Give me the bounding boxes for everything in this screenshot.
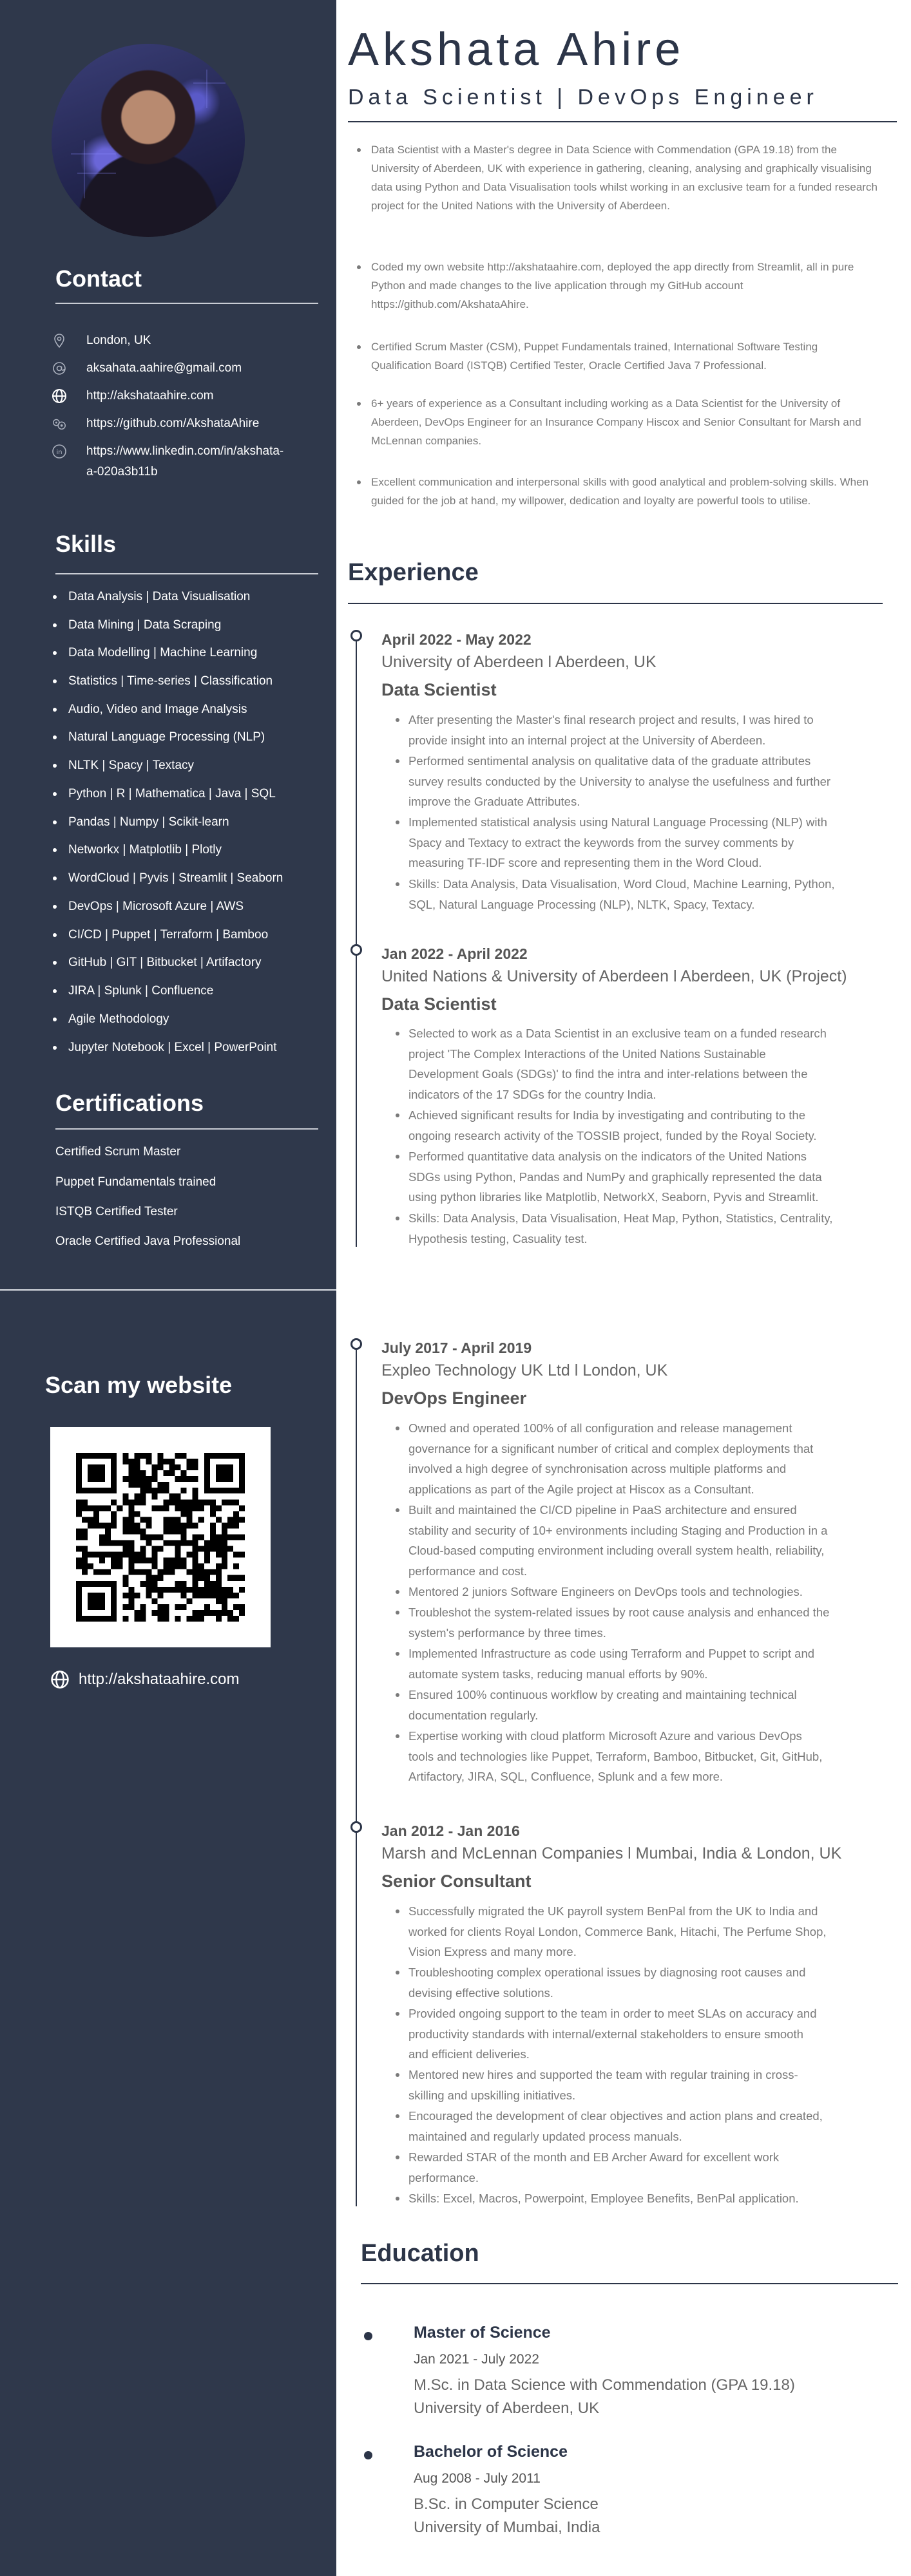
bullet-dot — [396, 820, 399, 824]
job-bullet-text — [408, 1208, 832, 1249]
certification-item: Certified Scrum Master — [55, 1145, 181, 1159]
job-bullet-text — [408, 812, 827, 873]
job-bullet-text — [408, 1500, 827, 1581]
job-bullet-text — [408, 1962, 805, 2003]
job-bullet-line: automate system tasks, reducing manual efforts by 90%. — [408, 1667, 708, 1681]
job-bullet — [396, 2106, 885, 2146]
website-link[interactable]: http://akshataahire.com — [86, 389, 214, 402]
certifications-divider — [55, 1128, 318, 1130]
skill-label: Audio, Video and Image Analysis — [68, 703, 247, 716]
job-bullet-line: governance for a significant number of critical and complex deployments that — [408, 1441, 814, 1455]
candidate-title: Data Scientist | DevOps Engineer — [348, 85, 818, 109]
job-bullet-line: documentation regularly. — [408, 1708, 539, 1722]
education-detail: M.Sc. in Data Science with Commendation (GPA 19.18) — [414, 2376, 795, 2394]
bullet-dot — [53, 933, 57, 937]
bullet-dot — [396, 759, 399, 763]
job-bullet-line: performance. — [408, 2170, 479, 2184]
skill-item — [53, 1012, 169, 1027]
job-bullet-text — [408, 2188, 799, 2209]
bullet-dot — [53, 623, 57, 627]
job-bullet-text — [408, 2106, 823, 2146]
bullet-dot — [396, 1734, 399, 1738]
job-date: Jan 2022 - April 2022 — [381, 945, 528, 962]
summary-text: Data Scientist with a Master's degree in Data Science with Commendation (GPA 19.18) from the University of Aberdeen, UK with experience in gathering, cleaning, analysing and graphically visualising data using Python and Data Visualisation tools whilst working in an exclusive team for a funded research project for the United Nations with the University of Aberdeen. — [371, 144, 877, 212]
candidate-name: Akshata Ahire — [348, 24, 685, 75]
job-bullet-line: Cloud-based computing environment including overall system health, reliability, — [408, 1544, 825, 1557]
bullet-dot — [53, 1046, 57, 1050]
skill-item — [53, 843, 222, 857]
job-bullet-line: survey results conducted by the University to analyse the usefulness and further — [408, 774, 831, 788]
skill-label: GitHub | GIT | Bitbucket | Artifactory — [68, 956, 262, 969]
job-bullet-text — [408, 1643, 814, 1684]
job-bullet-line: Built and maintained the CI/CD pipeline in PaaS architecture and ensured — [408, 1503, 797, 1517]
linkedin-icon — [52, 444, 67, 459]
skill-label: Data Modelling | Machine Learning — [68, 646, 258, 659]
skills-heading: Skills — [55, 531, 117, 557]
job-bullet-text — [408, 2065, 798, 2105]
bullet-dot — [396, 1217, 399, 1220]
bullet-dot — [396, 1032, 399, 1036]
summary-item — [357, 394, 877, 450]
linkedin-text-1[interactable]: https://www.linkedin.com/in/akshata- — [86, 444, 284, 458]
job-bullet — [396, 1105, 885, 1146]
bullet-dot — [53, 792, 57, 796]
bullet-dot — [357, 265, 361, 269]
summary-text: Excellent communication and interpersonal skills with good analytical and problem-solving skills. When guided for the job at hand, my willpower, dedication and loyalty are powerful tools to utilise. — [371, 476, 868, 507]
bullet-dot — [53, 848, 57, 852]
experience-divider — [348, 603, 883, 604]
job-bullet-text — [408, 1418, 813, 1499]
contact-website[interactable] — [52, 388, 214, 406]
summary-item — [357, 140, 877, 215]
job-bullet-text — [408, 1023, 827, 1104]
job-bullet-line: Performed sentimental analysis on qualitative data of the graduate attributes — [408, 754, 811, 768]
bullet-dot — [357, 345, 361, 349]
page-divider — [0, 1289, 336, 1291]
bullet-dot — [396, 1508, 399, 1512]
job-organisation: Expleo Technology UK Ltd l London, UK — [381, 1361, 668, 1379]
education-bullet — [364, 2451, 372, 2459]
job-bullet-line: tools and technologies like Puppet, Terraform, Bamboo, Bitbucket, Git, GitHub, — [408, 1749, 823, 1763]
timeline-node — [350, 944, 362, 956]
skill-label: JIRA | Splunk | Confluence — [68, 984, 214, 998]
contact-heading: Contact — [55, 265, 142, 292]
job-bullet-line: Achieved significant results for India by investigating and contributing to the — [408, 1108, 806, 1122]
contact-location — [52, 333, 151, 351]
job-bullet-line: Selected to work as a Data Scientist in an exclusive team on a funded research — [408, 1027, 827, 1040]
certification-item: ISTQB Certified Tester — [55, 1205, 178, 1218]
skill-label: Python | R | Mathematica | Java | SQL — [68, 787, 276, 800]
job-bullet-text — [408, 1901, 827, 1962]
job-bullet — [396, 1726, 885, 1787]
job-bullet — [396, 1602, 885, 1643]
job-bullet-line: Rewarded STAR of the month and EB Archer Award for excellent work — [408, 2150, 780, 2164]
job-bullet-line: Mentored new hires and supported the team with regular training in cross- — [408, 2068, 798, 2081]
skill-item — [53, 815, 229, 829]
job-date: Jan 2012 - Jan 2016 — [381, 1823, 520, 1839]
skill-label: Data Mining | Data Scraping — [68, 618, 222, 632]
skill-item — [53, 928, 268, 942]
job-bullet-line: measuring TF-IDF score and representing them in the Word Cloud. — [408, 856, 762, 869]
timeline-line-2 — [356, 1350, 357, 2206]
bullet-dot — [357, 402, 361, 406]
job-bullet — [396, 812, 885, 873]
email-icon — [52, 361, 67, 376]
bullet-dot — [53, 651, 57, 655]
bullet-dot — [53, 735, 57, 739]
job-bullet-line: using python libraries like Matplotlib, NetworkX, Seaborn, Pyvis and Streamlit. — [408, 1190, 819, 1204]
job-bullet-line: performance and cost. — [408, 1564, 528, 1578]
job-bullet-line: Ensured 100% continuous workflow by creating and maintaining technical — [408, 1688, 797, 1701]
bullet-dot — [396, 2012, 399, 2016]
bullet-dot — [53, 708, 57, 712]
skill-label: Data Analysis | Data Visualisation — [68, 590, 251, 603]
timeline-node — [350, 630, 362, 641]
job-bullet-text — [408, 1726, 822, 1787]
job-date: April 2022 - May 2022 — [381, 631, 532, 648]
contact-divider — [55, 303, 318, 304]
summary-text: Certified Scrum Master (CSM), Puppet Fundamentals trained, International Software Testing Qualification Board (ISTQB) Certified Tester, Oracle Certified Java 7 Professional. — [371, 341, 818, 372]
job-bullet — [396, 1582, 885, 1602]
bullet-dot — [357, 148, 361, 152]
skill-label: DevOps | Microsoft Azure | AWS — [68, 900, 244, 913]
email-link[interactable]: aksahata.aahire@gmail.com — [86, 361, 242, 375]
globe-icon — [52, 388, 67, 404]
contact-email[interactable] — [52, 361, 242, 379]
job-bullet-line: Skills: Data Analysis, Data Visualisation, Heat Map, Python, Statistics, Centrality, — [408, 1211, 833, 1225]
job-bullet-line: project 'The Complex Interactions of the United Nations Sustainable — [408, 1046, 766, 1061]
job-bullet-line: SQL, Natural Language Processing (NLP), NLTK, Spacy, Textacy. — [408, 897, 755, 911]
skill-item — [53, 590, 250, 604]
job-role: Senior Consultant — [381, 1871, 532, 1891]
job-bullet-line: ongoing research activity of the TOSSIB project, funded by the Royal Society. — [408, 1128, 817, 1142]
job-bullet-line: stability and security of 10+ environments including Staging and Production in a — [408, 1523, 828, 1537]
timeline-node — [350, 1338, 362, 1350]
job-bullet-line: Skills: Excel, Macros, Powerpoint, Employee Benefits, BenPal application. — [408, 2192, 799, 2205]
job-bullet-line: After presenting the Master's final research project and results, I was hired to — [408, 713, 814, 726]
skill-label: Networkx | Matplotlib | Plotly — [68, 843, 222, 857]
skill-label: Pandas | Numpy | Scikit-learn — [68, 815, 229, 829]
job-bullet-line: and efficient deliveries. — [408, 2047, 530, 2061]
skill-label: CI/CD | Puppet | Terraform | Bamboo — [68, 928, 269, 942]
education-degree: Bachelor of Science — [414, 2443, 568, 2461]
qr-code-image — [76, 1453, 245, 1622]
job-bullet-text — [408, 751, 830, 812]
job-bullet — [396, 874, 885, 914]
bullet-dot — [396, 1155, 399, 1159]
bullet-dot — [396, 1426, 399, 1430]
summary-item — [357, 337, 877, 375]
skill-label: Agile Methodology — [68, 1012, 169, 1026]
job-bullet-text — [408, 2003, 817, 2065]
skill-item — [53, 703, 247, 717]
skill-item — [53, 871, 283, 886]
job-bullet-line: Successfully migrated the UK payroll system BenPal from the UK to India and — [408, 1904, 818, 1918]
job-bullet-line: skilling and upskilling initiatives. — [408, 2088, 576, 2102]
skill-item — [53, 618, 221, 632]
scan-website[interactable] — [50, 1670, 239, 1689]
education-heading: Education — [361, 2240, 479, 2267]
globe-icon — [50, 1670, 70, 1689]
job-bullet — [396, 710, 885, 750]
bullet-dot — [53, 820, 57, 824]
job-bullet-line: improve the Graduate Attributes. — [408, 795, 580, 808]
job-bullet-text — [408, 874, 835, 914]
job-bullet — [396, 1643, 885, 1684]
job-bullet-line: Artifactory, JIRA, SQL, Confluence, Splunk and a few more. — [408, 1770, 724, 1783]
skill-label: WordCloud | Pyvis | Streamlit | Seaborn — [68, 871, 283, 885]
contact-linkedin[interactable] — [52, 444, 283, 482]
job-bullet-line: Implemented Infrastructure as code using Terraform and Puppet to script and — [408, 1647, 815, 1660]
bullet-dot — [396, 1590, 399, 1594]
job-bullet-line: Owned and operated 100% of all configuration and release management — [408, 1421, 792, 1435]
education-date: Aug 2008 - July 2011 — [414, 2471, 541, 2486]
job-bullet-text — [408, 2147, 779, 2188]
job-bullet-line: Provided ongoing support to the team in order to meet SLAs on accuracy and — [408, 2007, 817, 2020]
location-text: London, UK — [86, 334, 151, 347]
bullet-dot — [53, 905, 57, 909]
job-bullet-line: Troubleshooting complex operational issues by diagnosing root causes and — [408, 1965, 806, 1979]
bullet-dot — [53, 764, 57, 768]
bullet-dot — [396, 1611, 399, 1615]
job-bullet — [396, 1962, 885, 2003]
job-bullet — [396, 1023, 885, 1104]
scan-heading: Scan my website — [45, 1372, 233, 1398]
skill-item — [53, 759, 194, 773]
job-bullet-line: devising effective solutions. — [408, 1985, 553, 2000]
scan-website-link[interactable]: http://akshataahire.com — [79, 1671, 240, 1688]
education-detail: B.Sc. in Computer Science — [414, 2496, 599, 2513]
job-bullet-line: indicators of the 17 SDGs for the country India. — [408, 1087, 657, 1101]
title-divider — [348, 121, 897, 122]
certification-item: Oracle Certified Java Professional — [55, 1235, 241, 1248]
bullet-dot — [396, 882, 399, 886]
bullet-dot — [396, 2073, 399, 2077]
skill-item — [53, 1041, 277, 1055]
skill-item — [53, 730, 265, 744]
skill-item — [53, 646, 257, 660]
svg-text:in: in — [56, 449, 62, 456]
job-bullet-line: Performed quantitative data analysis on the indicators of the United Nations — [408, 1150, 807, 1163]
bullet-dot — [396, 1693, 399, 1697]
bullet-dot — [53, 1018, 57, 1021]
skill-label: Statistics | Time-series | Classification — [68, 674, 273, 688]
bullet-dot — [357, 480, 361, 484]
summary-text: 6+ years of experience as a Consultant including working as a Data Scientist for the University of Aberdeen, DevOps Engineer for an Insurance Company Hiscox and Senior Consultant for Marsh and McLennan companies. — [371, 397, 861, 447]
job-role: DevOps Engineer — [381, 1388, 527, 1408]
job-bullet — [396, 1500, 885, 1581]
education-degree: Master of Science — [414, 2324, 551, 2342]
sidebar — [0, 0, 336, 2576]
job-bullet-text — [408, 1582, 803, 1602]
job-bullet-text — [408, 1602, 829, 1643]
bullet-dot — [53, 595, 57, 599]
certification-item: Puppet Fundamentals trained — [55, 1175, 216, 1189]
education-bullet — [364, 2332, 372, 2340]
job-bullet-line: Troubleshot the system-related issues by root cause analysis and enhanced the — [408, 1605, 830, 1619]
job-bullet-line: Mentored 2 juniors Software Engineers on DevOps tools and technologies. — [408, 1585, 803, 1598]
job-organisation: University of Aberdeen l Aberdeen, UK — [381, 653, 657, 671]
bullet-dot — [396, 1909, 399, 1913]
bullet-dot — [396, 2114, 399, 2118]
job-bullet — [396, 2147, 885, 2188]
job-bullet — [396, 751, 885, 812]
bullet-dot — [53, 989, 57, 993]
job-bullet — [396, 1418, 885, 1499]
job-bullet — [396, 1901, 885, 1962]
skill-item — [53, 787, 276, 801]
skill-label: Jupyter Notebook | Excel | PowerPoint — [68, 1041, 277, 1054]
job-organisation: Marsh and McLennan Companies l Mumbai, India & London, UK — [381, 1844, 842, 1862]
job-bullet-line: Vision Express and many more. — [408, 1945, 577, 1958]
bullet-dot — [396, 2197, 399, 2201]
job-bullet-line: SDGs using Python, Pandas and NumPy and graphically represented the data — [408, 1170, 822, 1184]
bullet-dot — [53, 876, 57, 880]
summary-item — [357, 258, 877, 314]
github-link[interactable]: https://github.com/AkshataAhire — [86, 417, 260, 430]
job-bullet-line: involved a high degree of synchronisation across multiple platforms and — [408, 1462, 787, 1475]
summary-text: Coded my own website http://akshataahire.com, deployed the app directly from Streamlit, all in pure Python and made changes to the live application through my GitHub account https://github.com/AkshataAhire. — [371, 261, 854, 310]
job-bullet-text — [408, 1685, 797, 1725]
bullet-dot — [396, 2155, 399, 2159]
job-bullet — [396, 1685, 885, 1725]
job-bullet-line: Skills: Data Analysis, Data Visualisation, Word Cloud, Machine Learning, Python, — [408, 877, 835, 891]
job-bullet-line: maintained and regularly updated process manuals. — [408, 2129, 682, 2143]
job-bullet-line: Development Goals (SDGs)' to find the intra and inter-relations between the — [408, 1067, 808, 1081]
bullet-dot — [53, 679, 57, 683]
job-bullet-line: Implemented statistical analysis using Natural Language Processing (NLP) with — [408, 815, 827, 829]
location-icon — [52, 333, 67, 348]
job-bullet — [396, 2065, 885, 2105]
timeline-node — [350, 1821, 362, 1833]
job-bullet-line: applications as part of the Agile project at Hiscox as a Consultant. — [408, 1482, 754, 1496]
job-bullet-line: productivity standards with internal/external stakeholders to ensure smooth — [408, 2027, 803, 2041]
bullet-dot — [396, 1113, 399, 1117]
summary-item — [357, 473, 877, 510]
bullet-dot — [396, 718, 399, 722]
skill-item — [53, 900, 244, 914]
job-date: July 2017 - April 2019 — [381, 1340, 532, 1356]
job-bullet-text — [408, 1105, 816, 1146]
bullet-dot — [53, 961, 57, 965]
skill-item — [53, 956, 262, 970]
job-bullet-text — [408, 1146, 822, 1208]
job-bullet-line: provide insight into an internal project at the University of Aberdeen. — [408, 733, 766, 747]
bullet-dot — [396, 1652, 399, 1656]
job-organisation: United Nations & University of Aberdeen l Aberdeen, UK (Project) — [381, 967, 847, 985]
job-role: Data Scientist — [381, 994, 497, 1014]
job-bullet — [396, 2188, 885, 2209]
experience-heading: Experience — [348, 559, 479, 586]
skills-divider — [55, 573, 318, 574]
education-date: Jan 2021 - July 2022 — [414, 2352, 539, 2367]
education-school: University of Mumbai, India — [414, 2519, 600, 2536]
job-bullet-line: Expertise working with cloud platform Microsoft Azure and various DevOps — [408, 1729, 802, 1743]
job-bullet — [396, 1208, 885, 1249]
job-bullet — [396, 2003, 885, 2065]
profile-photo — [52, 44, 245, 237]
job-role: Data Scientist — [381, 680, 497, 699]
certifications-heading: Certifications — [55, 1090, 204, 1116]
job-bullet-line: Encouraged the development of clear objectives and action plans and created, — [408, 2109, 823, 2123]
skill-item — [53, 984, 213, 998]
qr-code[interactable] — [50, 1427, 271, 1647]
skill-label: NLTK | Spacy | Textacy — [68, 759, 195, 772]
linkedin-text-2[interactable]: a-020a3b11b — [86, 465, 158, 478]
education-school: University of Aberdeen, UK — [414, 2400, 600, 2417]
bullet-dot — [396, 1971, 399, 1975]
job-bullet-text — [408, 710, 814, 750]
education-divider — [361, 2283, 898, 2284]
job-bullet-line: Hypothesis testing, Casuality test. — [408, 1231, 588, 1245]
linkedin-link[interactable] — [86, 441, 283, 482]
contact-github[interactable] — [52, 416, 259, 434]
skill-item — [53, 674, 273, 688]
skill-label: Natural Language Processing (NLP) — [68, 730, 265, 744]
job-bullet — [396, 1146, 885, 1208]
job-bullet-line: Spacy and Textacy to extract the keywords from the survey comments by — [408, 835, 794, 849]
github-icon — [52, 416, 67, 431]
job-bullet-line: system's performance by three times. — [408, 1625, 606, 1640]
job-bullet-line: worked for clients Royal London, Commerce Bank, Hitachi, The Perfume Shop, — [408, 1924, 827, 1938]
